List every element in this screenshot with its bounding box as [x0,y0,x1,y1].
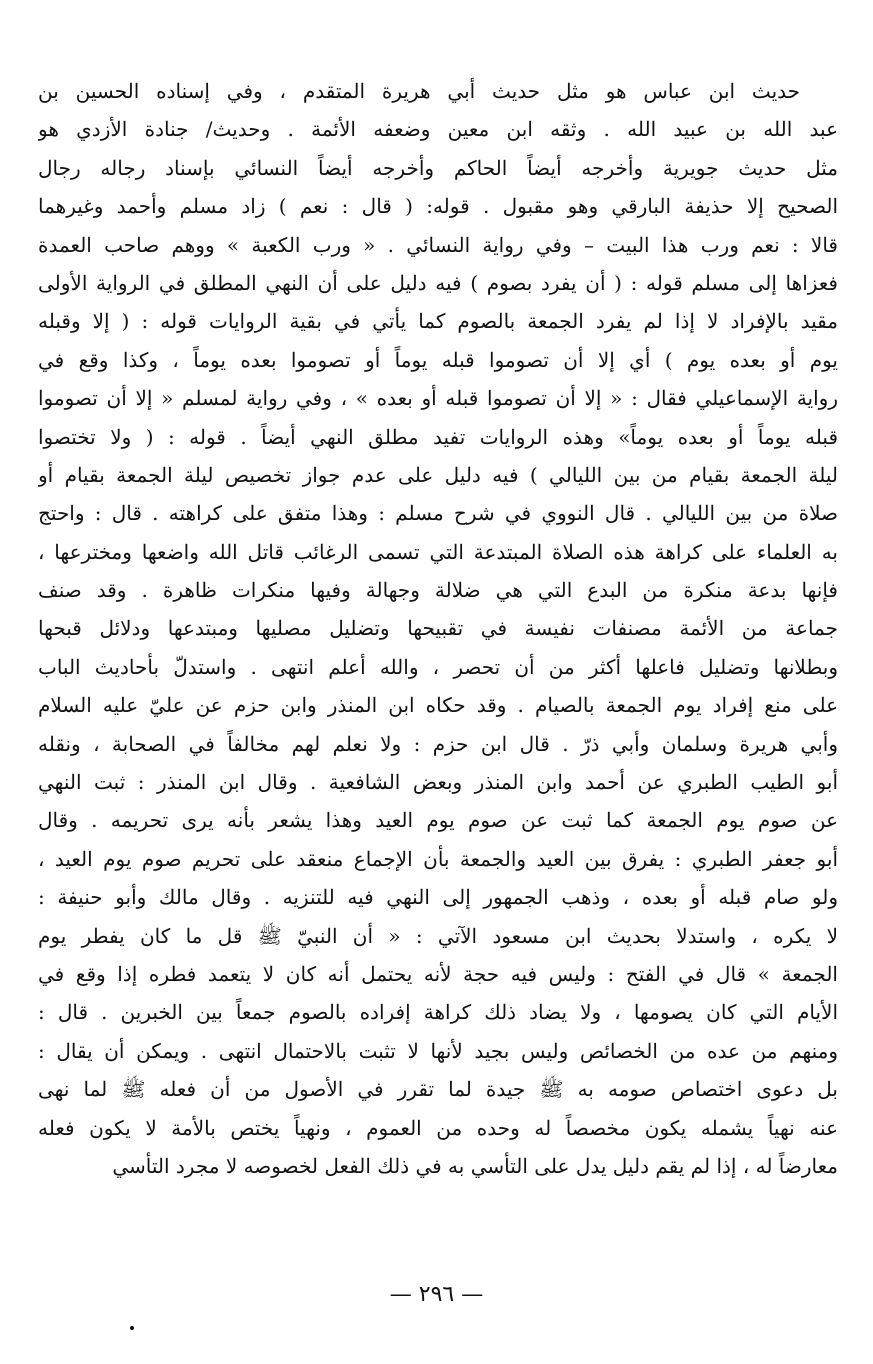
text-line: على منع إفراد يوم الجمعة بالصيام . وقد حكاه ابن المنذر وابن حزم عن عليّ عليه السلام [38,693,838,718]
text-line: قالا : نعم ورب هذا البيت – وفي رواية النسائي . « ورب الكعبة » ووهم صاحب العمدة [38,232,838,257]
text-line: صلاة من بين الليالي . قال النووي في شرح مسلم : وهذا متفق على كراهته . قال : واحتج [38,501,838,526]
text-line: ليلة الجمعة بقيام من بين الليالي ) فيه دليل على عدم جواز تخصيص ليلة الجمعة بقيام أو [38,462,838,487]
text-line: فعزاها إلى مسلم قوله : ( أن يفرد بصوم ) فيه دليل على أن النهي المطلق في الرواية الأولى [38,270,838,295]
text-line: حديث ابن عباس هو مثل حديث أبي هريرة المتقدم ، وفي إسناده الحسين بن [38,79,800,103]
text-line: عبد الله بن عبيد الله . وثقه ابن معين وضعفه الأئمة . وحديث/ جنادة الأزدي هو [38,117,838,142]
page-number: — ٢٩٦ — [389,1282,484,1307]
ink-dot [130,1326,134,1330]
text-line: الجمعة » قال في الفتح : وليس فيه حجة لأنه يحتمل أنه كان لا يتعمد فطره إذا وقع في [38,961,838,986]
text-line: عنه نهياً يشمله يكون مخصصاً له وحده من العموم ، ونهياً يختص بالأمة لا يكون فعله [38,1115,838,1140]
text-line: ومنهم من عده من الخصائص وليس بجيد لأنها لا تثبت بالاحتمال انتهى . ويمكن أن يقال : [38,1038,838,1063]
text-line: بل دعوى اختصاص صومه به ﷺ جيدة لما تقرر في الأصول من أن فعله ﷺ لما نهى [38,1077,838,1102]
text-line: مثل حديث جويرية وأخرجه أيضاً الحاكم وأخرجه أيضاً النسائي بإسناد رجاله رجال [38,155,838,180]
text-line: مقيد بالإفراد لا إذا لم يفرد الجمعة بالصوم كما يأتي في بقية الروايات قوله : ( إلا وقبله [38,309,838,334]
text-line: الصحيح إلا حذيفة البارقي وهو مقبول . قوله: ( قال : نعم ) زاد مسلم وأحمد وغيرهما [38,194,838,219]
text-line: يوم أو بعده يوم ) أي إلا أن تصوموا قبله يوماً أو تصوموا بعده يوماً ، وكذا وقع في [38,347,838,372]
text-line: وأبي هريرة وسلمان وأبي ذرّ . قال ابن حزم : ولا نعلم لهم مخالفاً في الصحابة ، ونقله [38,731,838,756]
body-text [38,72,838,1185]
text-line: جماعة من الأئمة مصنفات نفيسة في تقبيحها وتضليل مصليها ومبتدعها ودلائل قبحها [38,616,838,641]
text-line: ولو صام قبله أو بعده ، وذهب الجمهور إلى النهي فيه للتنزيه . وقال مالك وأبو حنيفة : [38,885,838,910]
text-line: فإنها بدعة منكرة من البدع التي هي ضلالة وجهالة وفيها منكرات ظاهرة . وقد صنف [38,578,838,603]
text-line: رواية الإسماعيلي فقال : « إلا أن تصوموا قبله أو بعده » ، وفي رواية لمسلم « إلا أن تصوموا [38,386,838,411]
text-line: لا يكره ، واستدلا بحديث ابن مسعود الآتي : « أن النبيّ ﷺ قل ما كان يفطر يوم [38,923,838,948]
text-line: به العلماء على كراهة هذه الصلاة المبتدعة التي تسمى الرغائب قاتل الله واضعها ومخترعها ، [38,539,838,564]
text-line: معارضاً له ، إذا لم يقم دليل يدل على التأسي به في ذلك الفعل لخصوصه لا مجرد التأسي [112,1153,838,1178]
text-line: وبطلانها وتضليل فاعلها أكثر من أن تحصر ، والله أعلم انتهى . واستدلّ بأحاديث الباب [38,654,838,679]
text-line: أبو جعفر الطبري : يفرق بين العيد والجمعة بأن الإجماع منعقد على تحريم صوم يوم العيد ، [38,846,838,871]
text-line: قبله يوماً أو بعده يوماً» وهذه الروايات تفيد مطلق النهي أيضاً . قوله : ( ولا تختصوا [38,424,838,449]
text-line: الأيام التي كان يصومها ، ولا يضاد ذلك كراهة إفراده بالصوم جمعاً بين الخبرين . قال : [38,1000,838,1025]
text-line: أبو الطيب الطبري عن أحمد وابن المنذر وبعض الشافعية . وقال ابن المنذر : ثبت النهي [38,770,838,795]
text-line: عن صوم يوم الجمعة كما ثبت عن صوم يوم العيد وهذا يشعر بأنه يرى تحريمه . وقال [38,808,838,833]
